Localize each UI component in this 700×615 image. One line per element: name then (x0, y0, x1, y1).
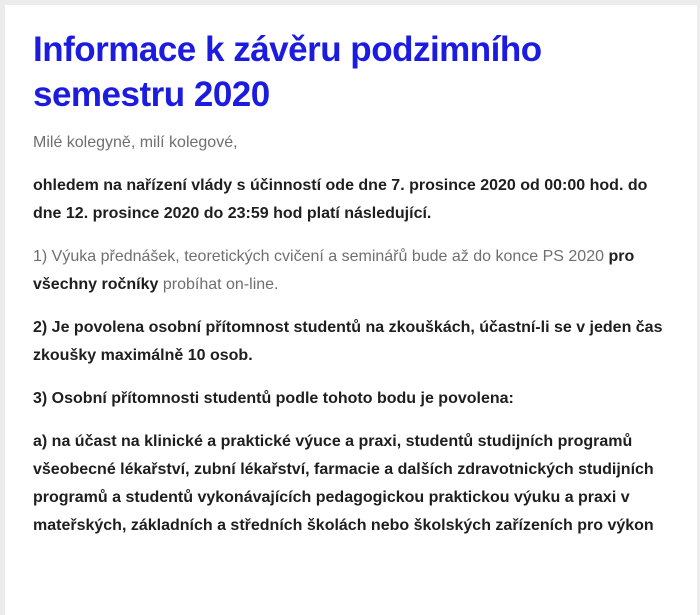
text-segment: probíhat on-line. (158, 276, 279, 293)
text-segment: 3) Osobní přítomnosti studentů podle tohoto bodu je povolena: (33, 390, 514, 407)
text-segment: Milé kolegyně, milí kolegové, (33, 134, 238, 151)
page-background (0, 5, 700, 534)
paragraph (33, 428, 678, 540)
text-segment: 1) Výuka přednášek, teoretických cvičení a seminářů bude až do konce PS 2020 (33, 248, 609, 265)
paragraph (33, 129, 678, 157)
paragraph (33, 172, 678, 228)
article-card (5, 5, 697, 615)
article-title: Informace k závěru podzimního semestru 2020 (33, 30, 542, 114)
text-segment: a) na účast na klinické a praktické výuce a praxi, studentů studijních programů všeobecné lékařství, zubní lékařství, farmacie a dalších zdravotnických studijních programů a studentů vykonávajících pedagogickou praktickou výuku a praxi v mateřských, základních a středních školách nebo školských zařízeních pro výkon (33, 433, 654, 534)
paragraph (33, 314, 678, 370)
article-body (33, 129, 678, 540)
text-segment: 2) Je povolena osobní přítomnost studentů na zkouškách, účastní-li se v jeden čas zkoušky maximálně 10 osob. (33, 319, 663, 364)
text-segment: pro všechny ročníky (33, 248, 635, 293)
paragraph (33, 243, 678, 299)
paragraph (33, 385, 678, 413)
text-segment: ohledem na nařízení vlády s účinností ode dne 7. prosince 2020 od 00:00 hod. do dne 12. prosince 2020 do 23:59 hod platí následující. (33, 177, 648, 222)
